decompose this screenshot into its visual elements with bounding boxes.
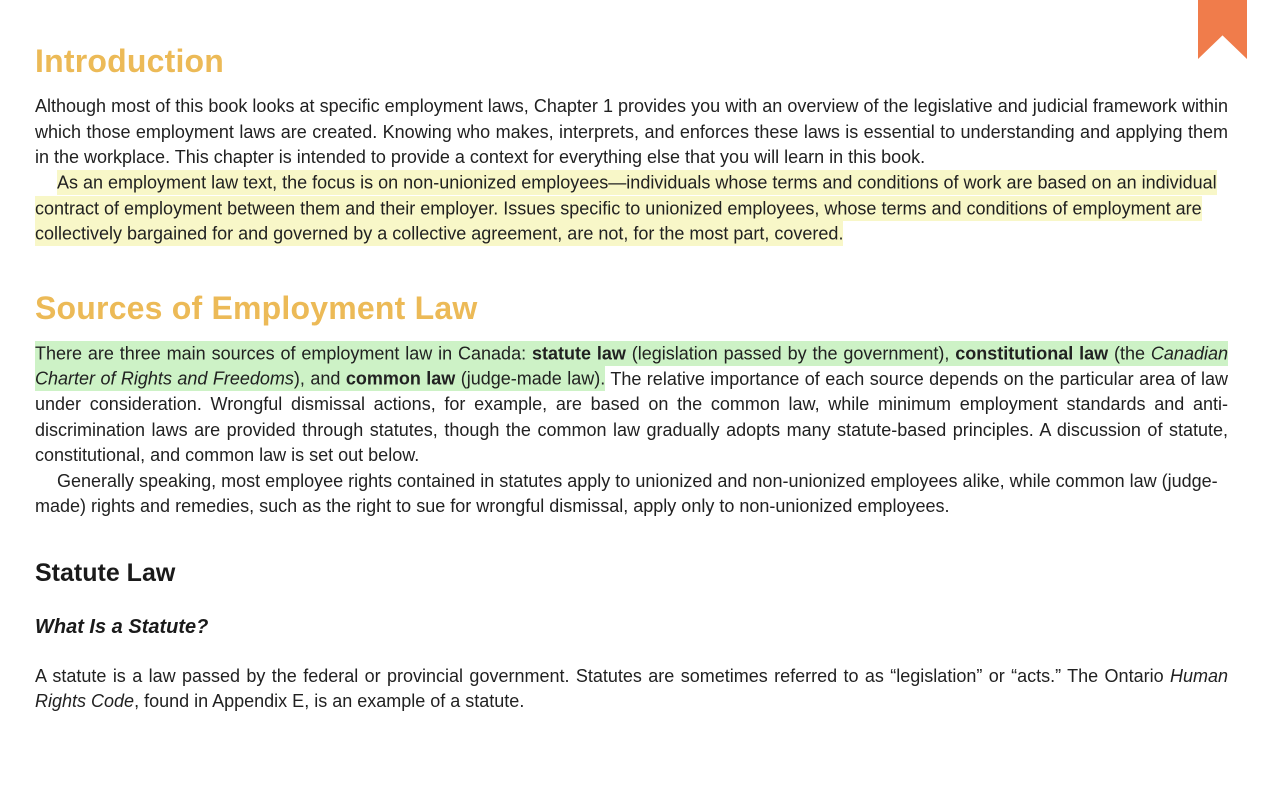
intro-highlighted-paragraph [35,171,1228,248]
highlight-text: ), and [293,368,346,389]
paragraph-text: The relative importance of each source depends on the particular area of law under consideration. Wrongful dismissal actions, for example, are based on the common law, while minimum employment standards and anti-discrimination laws are provided through statutes, though the common law gradually adopts many statute-based principles. A discussion of statute, constitutional, and common law is set out below. [35,368,1229,465]
highlight-text: (legislation passed by the government), [625,343,956,363]
paragraph-text: , found in Appendix E, is an example of a statute. [134,691,525,711]
statute-paragraph [35,664,1228,715]
yellow-highlight[interactable]: As an employment law text, the focus is on non-unionized employees—individuals whose terms and conditions of work are based on an individual contract of employment between them and their employer. Issues specific to unionized employees, whose terms and conditions of employment are collectively bargained for and governed by a collective agreement, are not, for the most part, covered. [35,170,1217,246]
heading-statute-law: Statute Law [35,558,176,587]
section-heading-sources: Sources of Employment Law [35,290,478,326]
heading-what-is-a-statute: What Is a Statute? [35,615,209,638]
paragraph-text-italic: Human Rights Code [35,665,1228,711]
highlight-text-italic: Canadian Charter of Rights and Freedoms [35,343,1228,389]
highlight-text-bold: common law [345,368,456,389]
highlight-text: (the [1108,343,1151,363]
intro-paragraph: Although most of this book looks at specific employment laws, Chapter 1 provides you with an overview of the legislative and judicial framework within which those employment laws are created. Knowing who makes, interprets, and enforces these laws is essential to understanding and applying them in the workplace. This chapter is intended to provide a context for everything else that you will learn in this book. [35,96,1228,167]
sources-paragraph-2: Generally speaking, most employee rights contained in statutes apply to unionized and non-unionized employees alike, while common law (judge-made) rights and remedies, such as the right to sue for wrongful dismissal, apply only to non-unionized employees. [35,470,1218,516]
highlight-text-bold: statute law [531,343,626,363]
paragraph-text: A statute is a law passed by the federal or provincial government. Statutes are sometimes referred to as “legislation” or “acts.” The Ontario [35,665,1170,686]
highlight-text-bold: constitutional law [955,343,1109,363]
sources-paragraph [35,341,1228,469]
highlight-text: (judge-made law). [455,368,606,389]
section-heading-introduction: Introduction [35,43,225,79]
highlight-text: There are three main sources of employment law in Canada: [35,343,532,363]
